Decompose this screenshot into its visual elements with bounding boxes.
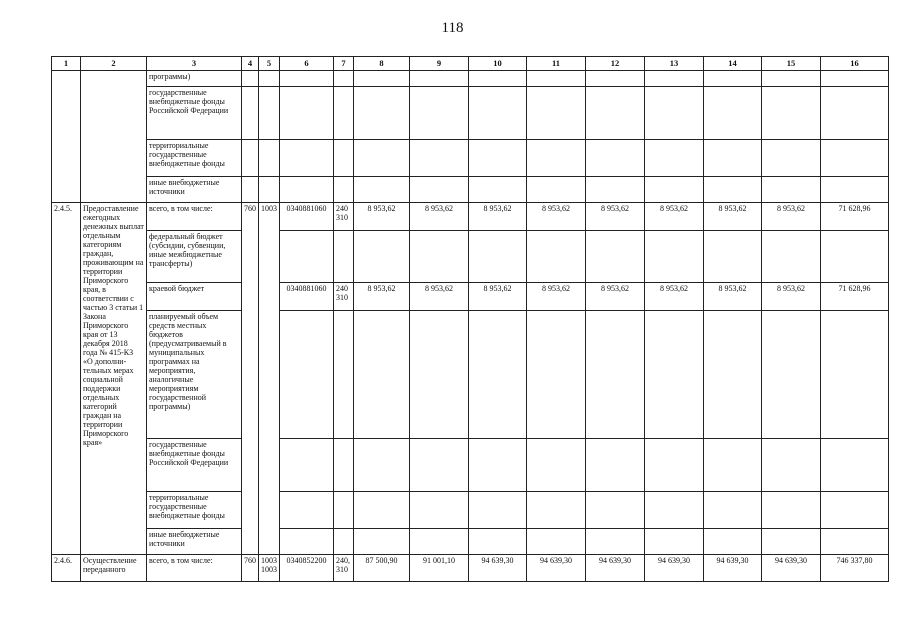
header-cell: 13	[645, 57, 704, 71]
cell-value: 8 953,62	[645, 203, 704, 231]
table-row	[52, 71, 889, 87]
cell-c5: 1003	[259, 203, 280, 555]
cell-total: 746 337,80	[821, 555, 889, 582]
cell-value: 8 953,62	[410, 283, 469, 311]
cell-value: 94 639,30	[762, 555, 821, 582]
cell-source: всего, в том числе:	[147, 555, 242, 582]
header-cell: 16	[821, 57, 889, 71]
cell-value: 94 639,30	[586, 555, 645, 582]
cell-value: 8 953,62	[469, 203, 527, 231]
header-cell: 2	[81, 57, 147, 71]
cell-c6: 0340852200	[280, 555, 334, 582]
header-cell: 3	[147, 57, 242, 71]
cell-value: 8 953,62	[354, 203, 410, 231]
cell-value: 94 639,30	[469, 555, 527, 582]
cell-source: территориальные государственные внебюджетные фонды	[147, 492, 242, 529]
table-row	[52, 177, 889, 203]
cell-value: 8 953,62	[354, 283, 410, 311]
table-row	[52, 555, 889, 582]
table-row	[52, 439, 889, 492]
cell-source: федеральный бюджет (субсидии, субвенции, иные межбюджетные трансферты)	[147, 231, 242, 283]
header-row	[52, 57, 889, 71]
header-cell: 7	[334, 57, 354, 71]
cell-value: 8 953,62	[762, 283, 821, 311]
table-row	[52, 283, 889, 311]
table-row	[52, 492, 889, 529]
cell-source: иные внебюджетные источники	[147, 529, 242, 555]
cell-c6: 0340881060	[280, 203, 334, 231]
cell-source: краевой бюджет	[147, 283, 242, 311]
cell-value: 94 639,30	[527, 555, 586, 582]
cell-value: 8 953,62	[410, 203, 469, 231]
cell-number: 2.4.5.	[52, 203, 81, 555]
cell-source: государственные внебюджетные фонды Российской Федерации	[147, 439, 242, 492]
table-row	[52, 140, 889, 177]
cell-value: 94 639,30	[704, 555, 762, 582]
header-cell: 4	[242, 57, 259, 71]
cell-source: государственные внебюджетные фонды Российской Федерации	[147, 87, 242, 140]
cell-c7: 240, 310	[334, 555, 354, 582]
table-row	[52, 529, 889, 555]
cell-name: Предоставление ежегодных денежных выплат отдельным категориям граждан, проживающим на территории Приморского края, в соответствии с частью 3 статьи 1 Закона Приморского края от 13 декабря 2018 года № 415-КЗ «О дополни-тельных мерах социальной поддержки отдельных категорий граждан на территории Приморского края»	[81, 203, 147, 555]
cell-value: 91 001,10	[410, 555, 469, 582]
header-cell: 1	[52, 57, 81, 71]
header-cell: 10	[469, 57, 527, 71]
header-cell: 9	[410, 57, 469, 71]
cell-name	[81, 71, 147, 203]
cell-c7: 240 310	[334, 283, 354, 311]
table-row	[52, 231, 889, 283]
header-cell: 12	[586, 57, 645, 71]
header-cell: 14	[704, 57, 762, 71]
header-cell: 6	[280, 57, 334, 71]
table-row	[52, 203, 889, 231]
header-cell: 15	[762, 57, 821, 71]
cell-total: 71 628,96	[821, 283, 889, 311]
cell-source: программы)	[147, 71, 242, 87]
cell-source: всего, в том числе:	[147, 203, 242, 231]
cell-total: 71 628,96	[821, 203, 889, 231]
cell-value: 8 953,62	[645, 283, 704, 311]
cell-source: планируемый объем средств местных бюджетов (предусматриваемый в муниципальных программах на мероприятия, аналогичные мероприятиям государственной программы)	[147, 311, 242, 439]
cell-value: 87 500,90	[354, 555, 410, 582]
cell-source: территориальные государственные внебюджетные фонды	[147, 140, 242, 177]
cell-value: 8 953,62	[704, 203, 762, 231]
cell-value: 8 953,62	[586, 283, 645, 311]
cell-c6: 0340881060	[280, 283, 334, 311]
cell-source: иные внебюджетные источники	[147, 177, 242, 203]
cell-value: 94 639,30	[645, 555, 704, 582]
header-cell: 8	[354, 57, 410, 71]
table-row	[52, 87, 889, 140]
cell-value: 8 953,62	[527, 203, 586, 231]
cell-c5: 1003 1003	[259, 555, 280, 582]
cell-c7: 240 310	[334, 203, 354, 231]
cell-value: 8 953,62	[704, 283, 762, 311]
header-cell: 11	[527, 57, 586, 71]
cell-value: 8 953,62	[469, 283, 527, 311]
budget-table	[51, 56, 889, 582]
cell-c4: 760	[242, 203, 259, 555]
cell-name: Осуществление переданного	[81, 555, 147, 582]
cell-number: 2.4.6.	[52, 555, 81, 582]
cell-value: 8 953,62	[762, 203, 821, 231]
table-row	[52, 311, 889, 439]
header-cell: 5	[259, 57, 280, 71]
cell-number	[52, 71, 81, 203]
cell-value: 8 953,62	[527, 283, 586, 311]
page-number: 118	[441, 20, 464, 36]
cell-value: 8 953,62	[586, 203, 645, 231]
cell-c4: 760	[242, 555, 259, 582]
